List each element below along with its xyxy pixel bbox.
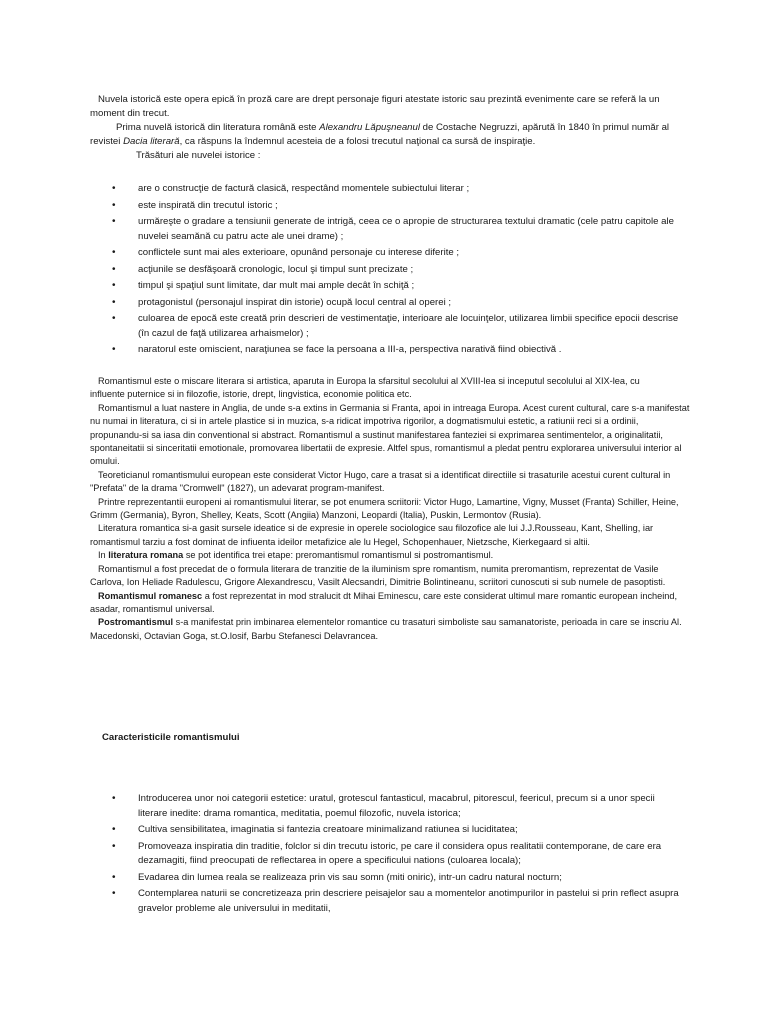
paragraph-pre: In <box>98 550 109 561</box>
list-item: • culoarea de epocă este creată prin descrieri de vestimentaţie, interioare ale locuinţelor, utilizarea limbii specifice epocii descrise (în cazul de faţă utilizarea arhaismelor) ; <box>112 312 682 341</box>
paragraph <box>90 549 690 562</box>
paragraph-bold: literatura romana <box>108 550 184 561</box>
list-item: • Contemplarea naturii se concretizeaza prin descriere peisajelor sau a momentelor anotimpurilor in pastelui si prin reflect asupra gravelor probleme ale universului in meditatii, <box>112 887 682 916</box>
traits-heading: Trăsături ale nuvelei istorice : <box>136 150 261 161</box>
intro-paragraph: Nuvela istorică este opera epică în proză care are drept personaje figuri atestate istoric sau prezintă evenimente care se referă la un moment din trecut. <box>90 94 660 119</box>
paragraph-bold: Romantismul romanesc <box>98 590 203 601</box>
traits-list <box>112 182 682 360</box>
first-novella-pre: Prima nuvelă istorică din literatura română este <box>116 122 320 133</box>
paragraph: Printre reprezentantii europeni ai romantismului literar, se pot enumera scriitorii: Victor Hugo, Lamartine, Vigny, Musset (Franta) Schiller, Heine, Grimm (Germania), Byron, Shelley, Keats, Scott (Angiia) Manzoni, Leopardi (Italia), Puskin, Lermontov (Rusia). <box>90 496 679 521</box>
list-item: • conflictele sunt mai ales exterioare, opunând personaje cu interese diferite ; <box>112 246 682 261</box>
paragraph-post: a fost reprezentat in mod stralucit dt Mihai Eminescu, care este considerat ultimul mare romantic european incheind, asadar, romantismul universal. <box>90 590 678 614</box>
paragraph: Romantismul a fost precedat de o formula literara de tranzitie de la iluminism spre romantism, numita preromantism, reprezentat de Vasile Carlova, Ion Heliade Radulescu, Grigore Alexandrescu, Vasilt Alecsandri, Dimitrie Bolintineanu, scriitori cunoscuti si sub numele de pasoptisti. <box>90 563 666 588</box>
paragraph: Romantismul a luat nastere in Anglia, de unde s-a extins in Germania si Franta, apoi in intreaga Europa. Acest curent cultural, care s-a manifestat nu numai in literatura, ci si in artele plastice si in muzica, s-a ridicat impotriva rigorilor, a dogmatismului estetic, a ratiunii reci si a ordinii, propunandu-si sa iasa din conventional si abstract. Romantismul a sustinut manifestarea fanteziei si exprimarea sentimentelor, a originalitatii, spontaneitatii si sinceritatii emotionale, promovarea libertatii de expresie. Altfel spus, romantismul a pledat pentru explorarea universului interior al omului. <box>90 402 690 467</box>
paragraph: Literatura romantica si-a gasit sursele ideatice si de expresie in operele sociologice sau filozofice ale lui J.J.Rousseau, Kant, Shelling, iar romantismul tarziu a fost dominat de infiuenta ideilor metafizice ale lu Hegel, Schopenhauer, Nietzsche, Kierkegaard si altii. <box>90 523 654 547</box>
list-item: • Introducerea unor noi categorii estetice: uratul, grotescul fantasticul, macabrul, pitorescul, feericul, precum si a unor specii literare inedite: drama romantica, meditatia, poemul filozofic, nuvela istorica; <box>112 792 682 821</box>
list-item: • acţiunile se desfăşoară cronologic, locul şi timpul sunt precizate ; <box>112 263 682 278</box>
list-item: • are o construcţie de factură clasică, respectând momentele subiectului literar ; <box>112 182 682 197</box>
paragraph <box>90 590 690 617</box>
first-novella-mid: de Costache Negruzzi, apărută în 1840 în primul număr al revistei <box>90 122 670 147</box>
list-item: • Evadarea din lumea reala se realizeaza prin vis sau somn (miti oniric), intr-un cadru natural nocturn; <box>112 871 682 886</box>
characteristics-heading: Caracteristicile romantismului <box>102 732 240 743</box>
paragraph: Teoreticianul romantismului european este considerat Victor Hugo, care a trasat si a identificat directiile si trasaturile acestui curent cultural in "Prefata" de la drama "Cromwell" (1827), un adevarat program-manifest. <box>90 469 671 494</box>
list-item: • naratorul este omiscient, naraţiunea se face la persoana a III-a, perspectiva narativă fiind obiectivă . <box>112 343 682 358</box>
paragraph-bold: Postromantismul <box>98 617 174 628</box>
journal-title: Dacia literară <box>123 136 180 147</box>
list-item: • timpul şi spaţiul sunt limitate, dar mult mai ample decât în schiţă ; <box>112 279 682 294</box>
romanticism-section <box>90 375 690 643</box>
paragraph <box>90 616 690 643</box>
historical-novella-section <box>90 93 690 163</box>
novella-title: Alexandru Lăpuşneanul <box>319 122 420 133</box>
list-item: • urmăreşte o gradare a tensiunii generate de intrigă, ceea ce o apropie de structurarea textului dramatic (cele patru capitole ale nuvelei seamănă cu patru acte ale unei drame) ; <box>112 215 682 244</box>
list-item: • este inspirată din trecutul istoric ; <box>112 199 682 214</box>
paragraph: influente puternice si in filozofie, istorie, drept, lingvistica, economie politica etc. <box>90 389 412 400</box>
first-novella-post: , ca răspuns la îndemnul acesteia de a folosi trecutul naţional ca sursă de inspiraţie. <box>179 136 536 147</box>
first-novella-paragraph <box>90 121 690 149</box>
paragraph: Romantismul este o miscare literara si artistica, aparuta in Europa la sfarsitul secolului al XVIII-lea si inceputul secolului al XIX-lea, cu <box>98 376 640 386</box>
list-item: • protagonistul (personajul inspirat din istorie) ocupă locul central al operei ; <box>112 296 682 311</box>
paragraph-post: s-a manifestat prin imbinarea elementelor romantice cu trasaturi simboliste sau samanatoriste, perioada in care se inscriu Al. Macedonski, Octavian Goga, st.O.losif, Barbu Stefanesci Delavrancea. <box>90 617 682 641</box>
paragraph-post: se pot identifica trei etape: preromantismul romantismul si postromantismul. <box>183 550 494 561</box>
list-item: • Cultiva sensibilitatea, imaginatia si fantezia creatoare minimalizand ratiunea si luciditatea; <box>112 823 682 838</box>
characteristics-list <box>112 792 682 918</box>
list-item: • Promoveaza inspiratia din traditie, folclor si din trecutu istoric, pe care il considera opus realitatii contemporane, de care era dezamagiti, fiind preocupati de reflectarea in opere a specificului nations (culoarea locala); <box>112 840 682 869</box>
